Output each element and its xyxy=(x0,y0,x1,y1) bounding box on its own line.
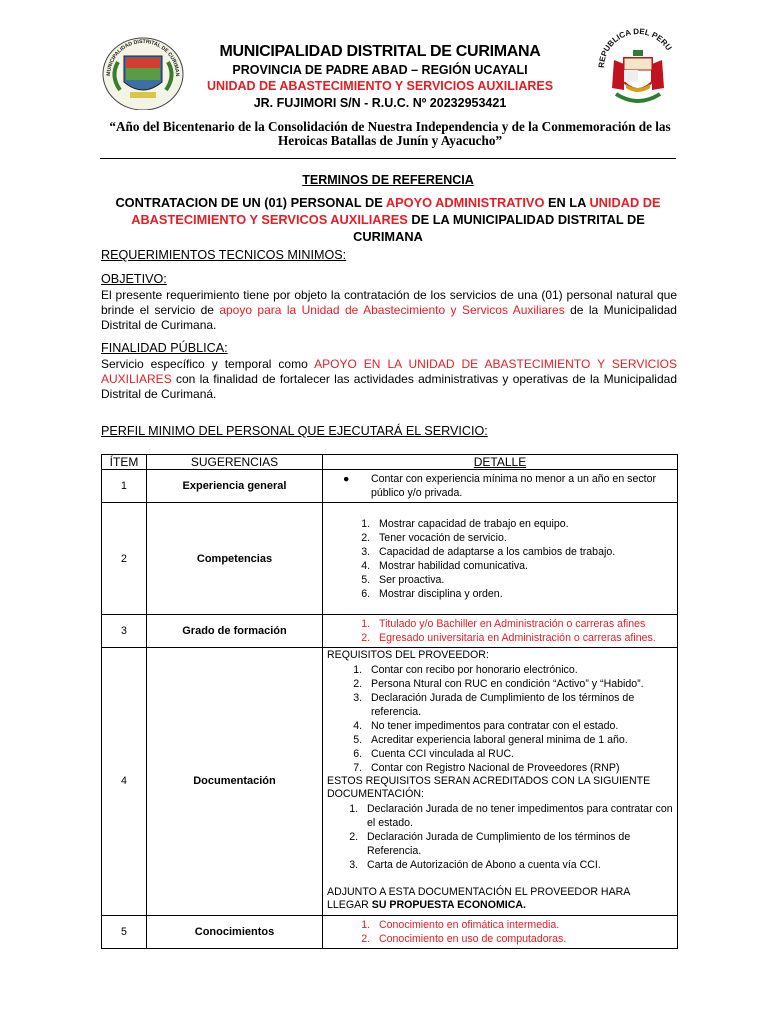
peru-coat-of-arms-logo xyxy=(596,28,680,110)
col-detail-header: DETALLE xyxy=(323,455,678,470)
col-item-header: ÍTEM xyxy=(102,455,147,470)
list-item: 6. Cuenta CCI vinculada al RUC. xyxy=(365,747,673,761)
list-item: 4. Mostrar habilidad comunicativa. xyxy=(373,559,673,573)
list-item: 5. Ser proactiva. xyxy=(373,573,673,587)
list-item: 1. Titulado y/o Bachiller en Administración o carreras afines xyxy=(373,617,673,631)
item-number: 3 xyxy=(102,615,147,648)
letterhead xyxy=(0,0,768,160)
table-row xyxy=(102,503,678,615)
table-row xyxy=(102,915,678,948)
profile-table xyxy=(101,454,678,949)
detail-cell xyxy=(323,503,678,615)
list-item: 1. Contar con recibo por honorario electrónico. xyxy=(365,663,673,677)
item-number: 4 xyxy=(102,648,147,916)
table-header-row xyxy=(102,455,678,470)
suggestion-cell: Competencias xyxy=(147,503,323,615)
list-item: 1. Declaración Jurada de no tener impedimentos para contratar con el estado. xyxy=(361,802,673,830)
list-item: 2. Tener vocación de servicio. xyxy=(373,531,673,545)
document-subject: CONTRATACION DE UN (01) PERSONAL DE APOYO ADMINISTRATIVO EN LA UNIDAD DE ABASTECIMIENTO Y SERVICOS AUXILIARES DE LA MUNICIPALIDAD DISTRITAL DE CURIMANA xyxy=(115,195,661,244)
address-line: JR. FUJIMORI S/N - R.U.C. Nº 20232953421 xyxy=(253,96,507,110)
list-item: 2. Conocimiento en uso de computadoras. xyxy=(373,932,673,946)
col-suggestions-header: SUGERENCIAS xyxy=(147,455,323,470)
detail-cell xyxy=(323,615,678,648)
unit-line: UNIDAD DE ABASTECIMIENTO Y SERVICIOS AUXILIARES xyxy=(206,79,554,93)
list-item: 4. No tener impedimentos para contratar con el estado. xyxy=(365,719,673,733)
list-item: 1. Conocimiento en ofimática intermedia. xyxy=(373,918,673,932)
item-number: 2 xyxy=(102,503,147,615)
detail-cell xyxy=(323,470,678,503)
documentation-intro: ESTOS REQUISITOS SERAN ACREDITADOS CON LA SIGUIENTE DOCUMENTACIÓN: xyxy=(327,774,651,800)
svg-text:REPUBLICA DEL PERU: REPUBLICA DEL PERU xyxy=(596,28,674,69)
public-purpose-title: FINALIDAD PÚBLICA: xyxy=(101,341,228,355)
objective-text: El presente requerimiento tiene por objeto la contratación de los servicios de una (01) personal natural que brinde el servicio de apoyo para la Unidad de Abastecimiento y Servicos Auxiliares de la Municipalidad Distrital de Curimana. xyxy=(101,288,677,332)
bullet-icon: ● xyxy=(343,473,350,485)
item-number: 1 xyxy=(102,470,147,503)
table-row xyxy=(102,648,678,916)
header-divider xyxy=(100,158,676,159)
province-line: PROVINCIA DE PADRE ABAD – REGIÓN UCAYALI xyxy=(232,63,528,77)
public-purpose-text: Servicio específico y temporal como APOYO EN LA UNIDAD DE ABASTECIMIENTO Y SERVICIOS AUXILIARES con la finalidad de fortalecer las actividades administrativas y operativas de la Municipalidad Distrital de Curimaná. xyxy=(101,357,678,401)
list-item: 3. Declaración Jurada de Cumplimiento de los términos de referencia. xyxy=(365,691,673,719)
list-item: 2. Egresado universitaria en Administración o carreras afines. xyxy=(373,631,673,645)
requirements-title: REQUERIMIENTOS TECNICOS MINIMOS: xyxy=(101,248,347,262)
suggestion-cell: Conocimientos xyxy=(147,915,323,948)
list-item: ● Contar con experiencia mínima no menor a un año en sector público y/o privada. xyxy=(343,473,657,499)
suggestion-cell: Grado de formación xyxy=(147,615,323,648)
economic-proposal-note: ADJUNTO A ESTA DOCUMENTACIÓN EL PROVEEDOR HARA LLEGAR SU PROPUESTA ECONOMICA. xyxy=(327,885,630,911)
profile-title: PERFIL MINIMO DEL PERSONAL QUE EJECUTARÁ EL SERVICIO: xyxy=(101,424,488,438)
table-row xyxy=(102,615,678,648)
year-motto: “Año del Bicentenario de la Consolidación de Nuestra Independencia y de la Conmemoración de las Heroicas Batallas de Junín y Ayacucho” xyxy=(109,119,671,148)
detail-cell xyxy=(323,915,678,948)
document-heading: TERMINOS DE REFERENCIA xyxy=(302,173,474,187)
objective-title: OBJETIVO: xyxy=(101,272,167,286)
list-item: 2. Persona Ntural con RUC en condición “Activo” y “Habido”. xyxy=(365,677,673,691)
suggestion-cell: Documentación xyxy=(147,648,323,916)
svg-text:MUNICIPALIDAD DISTRITAL DE CUR: MUNICIPALIDAD DISTRITAL DE CURIMAN xyxy=(105,38,181,77)
list-item: 1. Mostrar capacidad de trabajo en equipo. xyxy=(373,517,673,531)
list-item: 7. Contar con Registro Nacional de Proveedores (RNP) xyxy=(365,761,673,775)
list-item: 2. Declaración Jurada de Cumplimiento de los términos de Referencia. xyxy=(361,830,673,858)
municipal-seal-logo xyxy=(100,32,186,110)
list-item: 3. Capacidad de adaptarse a los cambios de trabajo. xyxy=(373,545,673,559)
table-row xyxy=(102,470,678,503)
item-number: 5 xyxy=(102,915,147,948)
detail-cell xyxy=(323,648,678,916)
suggestion-cell: Experiencia general xyxy=(147,470,323,503)
list-item: 6. Mostrar disciplina y orden. xyxy=(373,587,673,601)
list-item: 3. Carta de Autorización de Abono a cuenta vía CCI. xyxy=(361,858,673,872)
institution-title: MUNICIPALIDAD DISTRITAL DE CURIMANA xyxy=(219,43,541,60)
provider-requirements-intro: REQUISITOS DEL PROVEEDOR: xyxy=(327,649,489,661)
list-item: 5. Acreditar experiencia laboral general minima de 1 año. xyxy=(365,733,673,747)
